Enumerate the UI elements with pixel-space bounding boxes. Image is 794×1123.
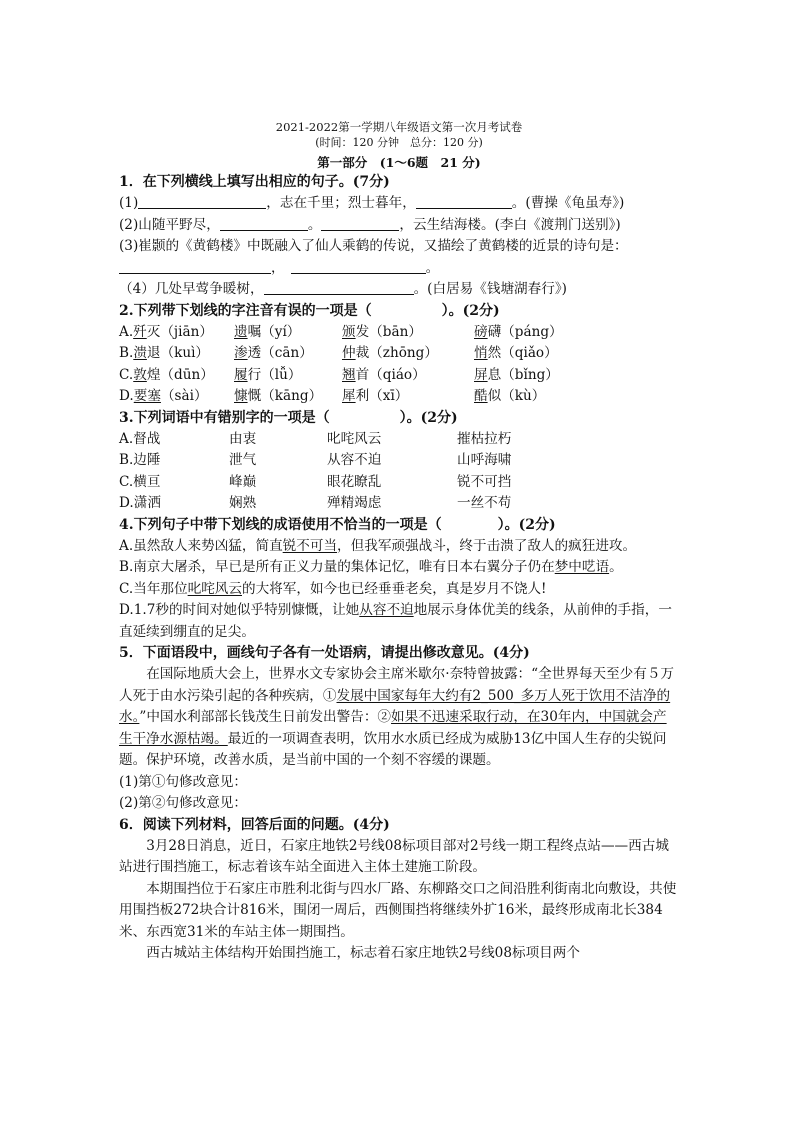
option-text: 地展示身体优美的线条，从前伸的手指，一直延续到绷直的足尖。 xyxy=(119,602,672,640)
underlined-char: 歼 xyxy=(133,323,147,340)
q3-option-cell: 由衷 xyxy=(229,430,257,447)
q2-option-cell xyxy=(119,386,234,408)
underlined-char: 渗 xyxy=(234,345,248,361)
question-3-stem: 3.下列词语中有错别字的一项是（ ）。(2分) xyxy=(119,409,458,426)
question-6-stem: 6．阅读下列材料，回答后面的问题。(4分) xyxy=(119,816,390,833)
question-1-line-4 xyxy=(119,279,679,301)
underlined-char: 酷 xyxy=(474,388,488,404)
q3-option-cell: 泄气 xyxy=(229,452,257,468)
answer-blank[interactable] xyxy=(264,280,414,295)
q3-option-cell: 娴熟 xyxy=(229,495,257,511)
answer-blank[interactable] xyxy=(291,259,426,274)
option-text: （sài） xyxy=(160,388,208,404)
q3-option-cell: 摧枯拉朽 xyxy=(457,430,512,447)
q2-option-cell xyxy=(474,365,679,387)
question-2-stem: 2.下列带下划线的字注音有误的一项是（ ）。(2分) xyxy=(119,302,500,319)
passage-text: 在国际地质大会上，世界水文专家协会主席米歇尔·奈特曾披露：“全世界每天至少有５万人死于由水污染引起的各种疾病，① xyxy=(119,666,675,704)
option-text: D.1.7秒的时间对她似乎特别慷慨，让她 xyxy=(119,602,360,618)
q3-option-cell: B.边陲 xyxy=(119,452,161,468)
underlined-idiom: 从容不迫 xyxy=(359,602,414,618)
question-3-options xyxy=(119,429,679,515)
underlined-idiom: 梦中呓语 xyxy=(554,559,610,575)
underlined-idiom: 叱咤风云 xyxy=(187,580,242,597)
option-text: 息（bǐng） xyxy=(487,366,559,383)
q2-option-cell xyxy=(342,322,474,344)
option-text: 慨（kāng） xyxy=(247,388,323,404)
option-text: 首（qiáo） xyxy=(355,366,426,383)
q1-line1-a: (1) xyxy=(119,195,139,211)
option-text: 灭（jiān） xyxy=(146,323,213,340)
option-text: ，但我军顽强战斗，终于击溃了敌人的疯狂进攻。 xyxy=(337,537,637,554)
question-5-stem: 5．下面语段中，画线句子各有一处语病，请提出修改意见。(4分) xyxy=(119,645,530,661)
option-text: 退（kuì） xyxy=(146,345,210,361)
q1-line3-c: 。 xyxy=(425,259,440,276)
option-text: 礴（páng） xyxy=(487,323,563,340)
q2-option-cell xyxy=(342,365,474,387)
option-text: 然（qiǎo） xyxy=(487,345,558,361)
option-text: A. xyxy=(119,323,134,340)
question-1-stem: 1．在下列横线上填写出相应的句子。(7分) xyxy=(119,174,390,190)
q1-line2-b: 。 xyxy=(307,216,322,233)
part-heading: 第一部分 (1～6题 21 分) xyxy=(317,155,481,170)
option-text: 似（kù） xyxy=(487,388,546,404)
question-4-option-b xyxy=(119,557,679,579)
underlined-char: 要塞 xyxy=(133,388,161,404)
underlined-char: 遗 xyxy=(234,323,248,340)
answer-blank[interactable] xyxy=(416,194,512,209)
q3-option-cell: 叱咤风云 xyxy=(327,430,382,447)
option-text: B. xyxy=(119,345,134,361)
q3-option-cell: 眼花瞭乱 xyxy=(327,473,382,490)
q2-option-cell xyxy=(234,386,342,408)
question-4-stem: 4.下列句子中带下划线的成语使用不恰当的一项是（ ）。(2分) xyxy=(119,516,556,533)
question-4-option-d xyxy=(119,600,679,643)
q1-line4-b: 。(白居易《钱塘湖春行》) xyxy=(413,281,567,297)
option-text: C. xyxy=(119,366,134,383)
option-text: A.虽然敌人来势凶猛，简直 xyxy=(119,537,283,554)
question-6-paragraph-1: 3月28日消息，近日，石家庄地铁2号线08标项目部对2号线一期工程终点站——西古城站进行围挡施工，标志着该车站全面进入主体土建施工阶段。 xyxy=(119,837,669,875)
question-4-option-c xyxy=(119,579,679,601)
option-text: 行（lǚ） xyxy=(247,366,302,383)
underlined-char: 溃 xyxy=(133,345,147,361)
answer-blank[interactable] xyxy=(220,216,308,231)
question-5-answer-2[interactable]: (2)第②句修改意见： xyxy=(119,795,248,811)
underlined-sentence-2: 如果不迅速采取行动，在30年内，中国就会产生干净水源枯竭。 xyxy=(119,709,667,747)
passage-text: ”中国水利部部长钱茂生日前发出警告：② xyxy=(139,709,392,725)
option-text: 发（bān） xyxy=(355,323,422,340)
q2-option-cell xyxy=(342,343,474,365)
option-text: 的大将军，如今也已经垂垂老矣，真是岁月不饶人! xyxy=(242,580,547,597)
option-text: 透（cān） xyxy=(247,345,313,361)
q3-option-cell: 峰巅 xyxy=(229,473,257,490)
underlined-char: 悄 xyxy=(474,345,488,361)
question-1-line-3 xyxy=(119,236,679,279)
underlined-char: 颁 xyxy=(342,323,356,340)
question-6-paragraph-2: 本期围挡位于石家庄市胜利北街与四水厂路、东柳路交口之间沿胜利街南北向敷设，共使用围挡板272块合计816米，围闭一周后，西侧围挡将继续外扩16米，最终形成南北长384米、东西宽31米的车站主体一期围挡。 xyxy=(119,880,677,940)
q3-option-cell: A.督战 xyxy=(119,430,161,447)
question-5-answer-1[interactable]: (1)第①句修改意见： xyxy=(119,773,248,790)
underlined-char: 慷 xyxy=(234,388,248,404)
underlined-char: 翘 xyxy=(342,366,356,383)
q2-option-cell xyxy=(474,386,679,408)
question-6-paragraph-3: 西古城站主体结构开始围挡施工，标志着石家庄地铁2号线08标项目两个 xyxy=(146,945,580,961)
underlined-char: 敦 xyxy=(133,366,147,383)
underlined-char: 履 xyxy=(234,366,248,383)
exam-title: 2021-2022第一学期八年级语文第一次月考试卷 xyxy=(275,120,523,134)
underlined-sentence-1: 发展中国家每年大约有2_500_多万人死于饮用不洁净的水。 xyxy=(119,687,671,725)
q1-line3-b: ， xyxy=(271,259,285,276)
q3-option-cell: 锐不可挡 xyxy=(457,473,512,490)
exam-meta: (时间：120 分钟 总分：120 分) xyxy=(315,136,483,149)
exam-content xyxy=(119,120,679,965)
q1-line4-a: （4）几处早莺争暖树， xyxy=(119,281,264,297)
question-1-line-1 xyxy=(119,193,679,215)
option-text: D. xyxy=(119,388,134,404)
option-text: 煌（dūn） xyxy=(146,366,214,383)
q2-option-cell xyxy=(119,365,234,387)
answer-blank[interactable] xyxy=(321,216,399,231)
q3-option-cell: C.横亘 xyxy=(119,473,161,490)
q3-option-cell: 从容不迫 xyxy=(327,452,382,468)
option-text: 利（xī） xyxy=(355,388,409,404)
question-5-passage xyxy=(119,664,679,772)
q1-line1-b: ，志在千里；烈士暮年， xyxy=(266,195,416,211)
question-1-line-2 xyxy=(119,215,679,237)
q3-option-cell: 殚精竭虑 xyxy=(327,495,382,511)
underlined-char: 犀 xyxy=(342,388,356,404)
q2-option-cell xyxy=(342,386,474,408)
q2-option-cell xyxy=(234,322,342,344)
q1-line2-a: (2)山随平野尽， xyxy=(119,216,220,233)
q1-line2-c: ，云生结海楼。(李白《渡荆门送别》) xyxy=(399,216,621,233)
q3-option-cell: D.潇洒 xyxy=(119,495,161,511)
q1-line1-c: 。(曹操《龟虽寿》) xyxy=(511,195,625,211)
option-text: 嘱（yí） xyxy=(247,323,301,340)
underlined-char: 屏 xyxy=(474,366,488,383)
answer-blank[interactable] xyxy=(119,259,271,274)
q2-option-cell xyxy=(234,343,342,365)
q1-line3-a: (3)崔颢的《黄鹤楼》中既融入了仙人乘鹤的传说，又描绘了黄鹤楼的近景的诗句是： xyxy=(119,238,628,254)
question-2-options xyxy=(119,322,679,408)
underlined-idiom: 锐不可当 xyxy=(282,537,338,554)
option-text: 。 xyxy=(609,559,623,575)
answer-blank[interactable] xyxy=(138,194,266,209)
underlined-char: 磅 xyxy=(474,323,488,340)
option-text: C.当年那位 xyxy=(119,580,188,597)
q2-option-cell xyxy=(119,322,234,344)
option-text: 裁（zhōng） xyxy=(355,345,438,361)
q3-option-cell: 山呼海啸 xyxy=(457,452,512,468)
q2-option-cell xyxy=(474,343,679,365)
passage-text: 最近的一项调查表明，饮用水水质已经成为威胁13亿中国人生存的尖锐问题。保护环境，改善水质，是当前中国的一个刻不容缓的课题。 xyxy=(119,730,667,768)
underlined-char: 仲 xyxy=(342,345,356,361)
q2-option-cell xyxy=(234,365,342,387)
q3-option-cell: 一丝不苟 xyxy=(457,495,512,511)
q2-option-cell xyxy=(474,322,679,344)
option-text: B.南京大屠杀，早已是所有正义力量的集体记忆，唯有日本右翼分子仍在 xyxy=(119,559,555,575)
q2-option-cell xyxy=(119,343,234,365)
question-4-option-a xyxy=(119,536,679,558)
